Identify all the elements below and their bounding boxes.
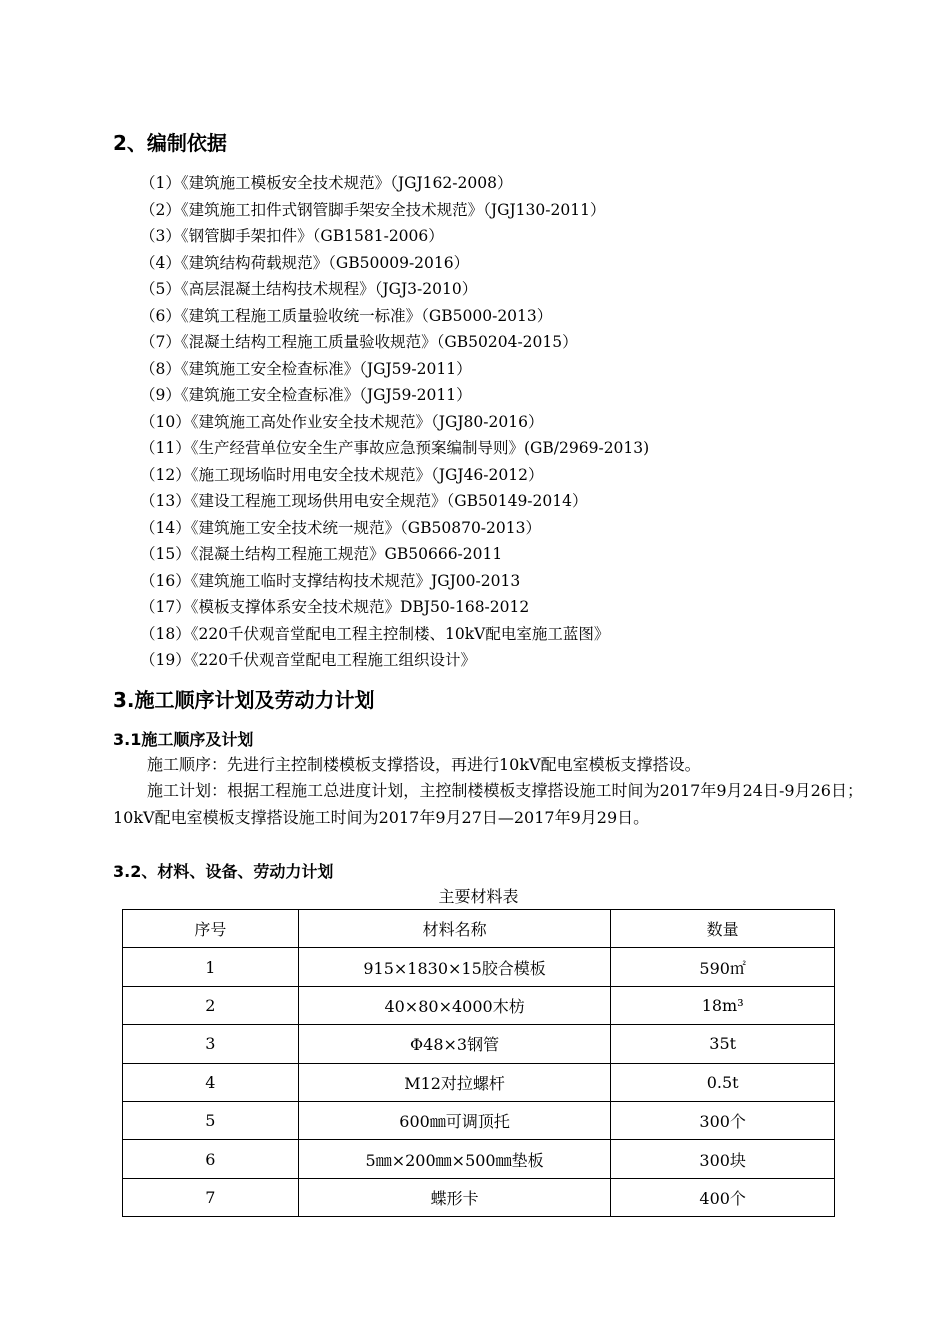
cell-index: 5 xyxy=(123,1101,299,1139)
reference-item: （16）《建筑施工临时支撑结构技术规范》JGJ00-2013 xyxy=(140,571,521,590)
reference-item: （17）《模板支撑体系安全技术规范》DBJ50-168-2012 xyxy=(140,598,530,616)
reference-item: （18）《220千伏观音堂配电工程主控制楼、10kV配电室施工蓝图》 xyxy=(140,624,610,643)
table-caption: 主要材料表 xyxy=(438,887,519,906)
reference-item: （11）《生产经营单位安全生产事故应急预案编制导则》(GB/2969-2013) xyxy=(140,439,650,457)
subsection-3-2-heading: 3.2、材料、设备、劳动力计划 xyxy=(113,862,334,881)
header-quantity: 数量 xyxy=(611,910,835,948)
reference-item: （4）《建筑结构荷载规范》（GB50009-2016） xyxy=(140,253,470,272)
table-row xyxy=(123,1063,835,1101)
cell-material-name: M12对拉螺杆 xyxy=(298,1063,611,1101)
cell-quantity: 400个 xyxy=(611,1178,835,1216)
cell-quantity: 18m³ xyxy=(611,986,835,1024)
reference-item: （7）《混凝土结构工程施工质量验收规范》（GB50204-2015） xyxy=(140,333,578,351)
cell-material-name: 5㎜×200㎜×500㎜垫板 xyxy=(298,1140,611,1178)
reference-item: （8）《建筑施工安全检查标准》（JGJ59-2011） xyxy=(140,359,472,378)
cell-quantity: 300块 xyxy=(611,1140,835,1178)
reference-item: （14）《建筑施工安全技术统一规范》（GB50870-2013） xyxy=(140,518,541,537)
reference-item: （13）《建设工程施工现场供用电安全规范》（GB50149-2014） xyxy=(140,492,588,510)
cell-index: 6 xyxy=(123,1140,299,1178)
table-row xyxy=(123,1178,835,1216)
reference-item: （12）《施工现场临时用电安全技术规范》（JGJ46-2012） xyxy=(140,465,544,484)
cell-index: 2 xyxy=(123,986,299,1024)
cell-index: 7 xyxy=(123,1178,299,1216)
cell-quantity: 590㎡ xyxy=(611,948,835,986)
table-row xyxy=(123,1140,835,1178)
table-row xyxy=(123,1025,835,1063)
table-header-row xyxy=(123,910,835,948)
cell-quantity: 35t xyxy=(611,1025,835,1063)
materials-table xyxy=(122,909,835,1217)
table-row xyxy=(123,986,835,1024)
cell-material-name: 600㎜可调顶托 xyxy=(298,1101,611,1139)
reference-item: （5）《高层混凝土结构技术规程》（JGJ3-2010） xyxy=(140,280,478,298)
table-row xyxy=(123,1101,835,1139)
reference-item: （10）《建筑施工高处作业安全技术规范》（JGJ80-2016） xyxy=(140,412,544,431)
reference-list xyxy=(140,170,649,674)
cell-material-name: 915×1830×15胶合模板 xyxy=(298,948,611,986)
cell-quantity: 300个 xyxy=(611,1101,835,1139)
cell-material-name: 40×80×4000木枋 xyxy=(298,986,611,1024)
cell-quantity: 0.5t xyxy=(611,1063,835,1101)
reference-item: （6）《建筑工程施工质量验收统一标准》（GB5000-2013） xyxy=(140,306,553,325)
reference-item: （15）《混凝土结构工程施工规范》GB50666-2011 xyxy=(140,545,503,563)
cell-index: 1 xyxy=(123,948,299,986)
cell-index: 4 xyxy=(123,1063,299,1101)
reference-item: （3）《钢管脚手架扣件》（GB1581-2006） xyxy=(140,227,444,245)
cell-material-name: 蝶形卡 xyxy=(298,1178,611,1216)
cell-index: 3 xyxy=(123,1025,299,1063)
reference-item: （9）《建筑施工安全检查标准》（JGJ59-2011） xyxy=(140,386,472,404)
construction-sequence-paragraph: 施工顺序：先进行主控制楼模板支撑搭设，再进行10kV配电室模板支撑搭设。 xyxy=(147,755,701,774)
subsection-3-1-heading: 3.1施工顺序及计划 xyxy=(113,730,254,749)
table-row xyxy=(123,948,835,986)
cell-material-name: Φ48×3钢管 xyxy=(298,1025,611,1063)
reference-item: （1）《建筑施工模板安全技术规范》（JGJ162-2008） xyxy=(140,174,513,192)
section-3-heading: 3.施工顺序计划及劳动力计划 xyxy=(113,688,375,712)
header-index: 序号 xyxy=(123,910,299,948)
section-2-heading: 2、编制依据 xyxy=(113,131,227,155)
header-material-name: 材料名称 xyxy=(298,910,611,948)
reference-item: （19）《220千伏观音堂配电工程施工组织设计》 xyxy=(140,651,477,669)
construction-plan-paragraph: 施工计划：根据工程施工总进度计划，主控制楼模板支撑搭设施工时间为2017年9月24日-9月26日；10kV配电室模板支撑搭设施工时间为2017年9月27日—2017年9月29日。 xyxy=(113,781,863,827)
reference-item: （2）《建筑施工扣件式钢管脚手架安全技术规范》（JGJ130-2011） xyxy=(140,200,606,219)
